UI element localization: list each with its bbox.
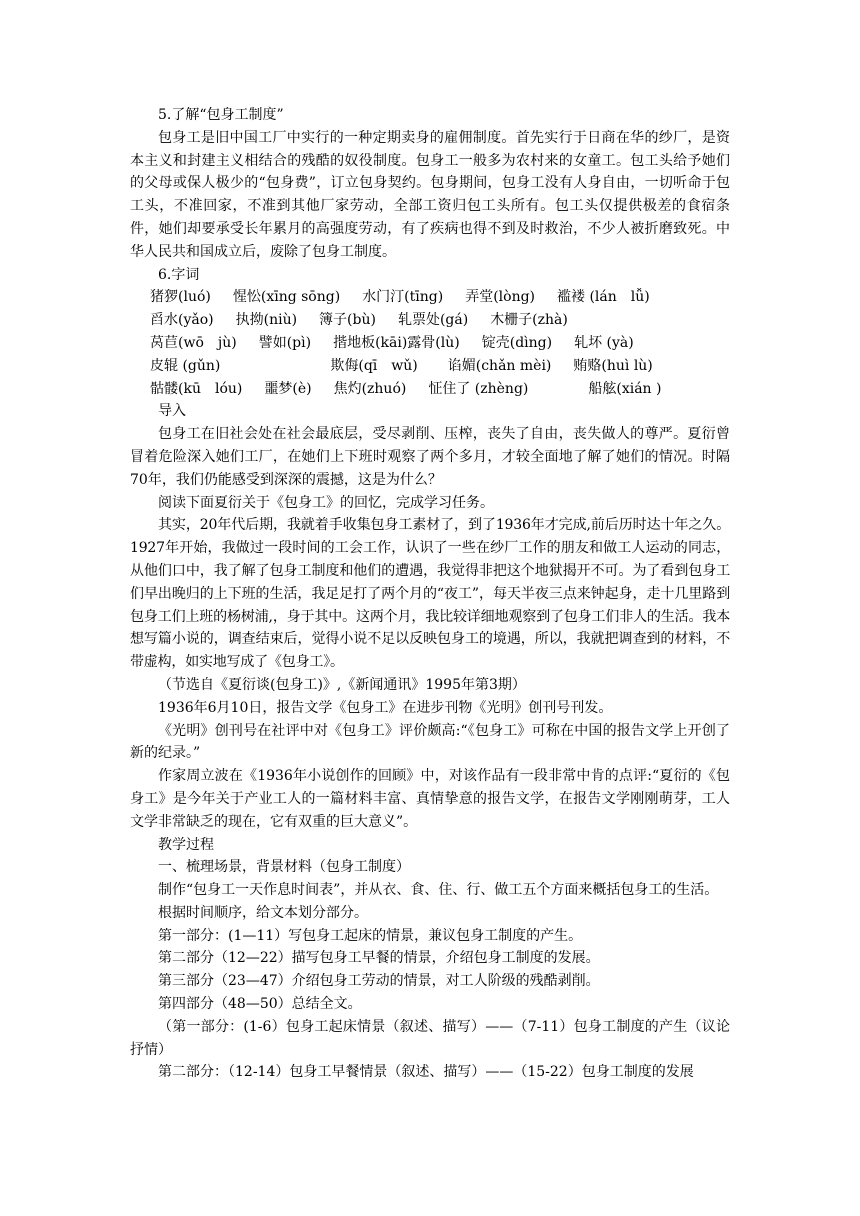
- vocab-item: 弄堂(lòng): [465, 289, 536, 306]
- vocab-item: 揩地板(kāi)露骨(lù): [333, 334, 460, 351]
- reading-instruction: 阅读下面夏衍关于《包身工》的回忆，完成学习任务。: [158, 494, 494, 511]
- part-two-detail: 第二部分：（12-14）包身工早餐情景（叙述、描写）——（15-22）包身工制度的发展: [158, 1064, 694, 1081]
- vocab-item: 水门汀(tīng): [362, 289, 444, 306]
- vocab-item: 猪猡(luó): [150, 289, 211, 306]
- document-body: [130, 104, 730, 1084]
- vocab-item: 锭壳(dìng): [481, 334, 553, 351]
- vocab-item: 惺忪(xīng sōng): [232, 289, 341, 306]
- excerpt-source: （节选自《夏衍谈(包身工)》,《新闻通讯》1995年第3期）: [158, 676, 526, 693]
- vocab-item: 譬如(pì): [258, 334, 312, 351]
- vocab-item: 焦灼(zhuó): [333, 380, 407, 397]
- vocab-row: [130, 309, 730, 332]
- vocab-row: [130, 286, 730, 309]
- vocab-item: 木栅子(zhà): [490, 312, 568, 329]
- vocab-item: 轧坏 (yà): [574, 334, 634, 351]
- part-one-detail: （第一部分：(1-6）包身工起床情景（叙述、描写）——（7-11）包身工制度的产生（议论抒情）: [130, 1018, 730, 1058]
- vocab-item: 噩梦(è): [264, 380, 312, 397]
- part-four: 第四部分（48—50）总结全文。: [158, 996, 362, 1013]
- vocab-item: 贿赂(huì lù): [573, 357, 653, 374]
- part-one: 第一部分：(1—11）写包身工起床的情景，兼议包身工制度的产生。: [158, 927, 583, 944]
- vocab-item: 莴苣(wō jù): [150, 334, 237, 351]
- vocab-item: 簿子(bù): [319, 312, 376, 329]
- intro-heading: 导入: [158, 403, 186, 420]
- publication-note: 1936年6月10日，报告文学《包身工》在进步刊物《光明》创刊号刊发。: [158, 699, 613, 716]
- guangming-review: 《光明》创刊号在社评中对《包身工》评价颇高:“《包身工》可称在中国的报告文学上开创了新的纪录。”: [130, 722, 730, 762]
- vocab-item: 舀水(yǎo): [150, 312, 214, 329]
- vocab-item: 怔住了 (zhèng): [428, 380, 529, 397]
- vocab-item: 执拗(niù): [235, 312, 298, 329]
- vocab-item: 褴褛 (lán lǚ): [557, 289, 650, 306]
- divide-instruction: 根据时间顺序，给文本划分部分。: [158, 904, 368, 921]
- vocab-item: 欺侮(qī wǔ): [330, 357, 418, 374]
- zhou-libo-review: 作家周立波在《1936年小说创作的回顾》中，对该作品有一段非常中肯的点评:“夏衍的《包身工》是今年关于产业工人的一篇材料丰富、真情挚意的报告文学，在报告文学刚刚萌芽，工人文学非常缺乏的现在，它有双重的巨大意义”。: [130, 768, 730, 830]
- vocab-item: 谄媚(chǎn mèi): [447, 357, 552, 374]
- vocab-row: [130, 332, 730, 355]
- vocab-item: 骷髅(kū lóu): [150, 380, 243, 397]
- vocab-item: 皮辊 (gǔn): [150, 357, 221, 374]
- step-one-heading: 一、梳理场景，背景材料（包身工制度）: [158, 859, 410, 876]
- vocab-item: 轧票处(gá): [397, 312, 469, 329]
- section-5-heading: 5.了解“包身工制度”: [158, 107, 284, 123]
- baoshengong-system-paragraph: 包身工是旧中国工厂中实行的一种定期卖身的雇佣制度。首先实行于日商在华的纱厂，是资本主义和封建主义相结合的残酷的奴役制度。包身工一般多为农村来的女童工。包工头给予她们的父母或保人极少的“包身费”，订立包身契约。包身期间，包身工没有人身自由，一切听命于包工头，不准回家，不准到其他厂家劳动，全部工资归包工头所有。包工头仅提供极差的食宿条件，她们却要承受长年累月的高强度劳动，有了疾病也得不到及时救治，不少人被折磨致死。中华人民共和国成立后，废除了包身工制度。: [130, 129, 730, 260]
- section-6-heading: 6.字词: [158, 266, 200, 283]
- vocab-row: [130, 378, 730, 401]
- part-three: 第三部分（23—47）介绍包身工劳动的情景，对工人阶级的残酷剥削。: [158, 973, 600, 990]
- part-two: 第二部分（12—22）描写包身工早餐的情景，介绍包身工制度的发展。: [158, 950, 600, 967]
- vocab-item: 船舷(xián ): [588, 380, 662, 397]
- timetable-task: 制作“包身工一天作息时间表”，并从衣、食、住、行、做工五个方面来概括包身工的生活。: [158, 882, 719, 899]
- xia-yan-recollection: 其实，20年代后期，我就着手收集包身工素材了，到了1936年才完成,前后历时达十年之久。1927年开始，我做过一段时间的工会工作，认识了一些在纱厂工作的朋友和做工人运动的同志，从他们口中，我了解了包身工制度和他们的遭遇，我觉得非把这个地狱揭开不可。为了看到包身工们早出晚归的上下班的生活，我足足打了两个月的“夜工”，每天半夜三点来钟起身，走十几里路到包身工们上班的杨树浦,，身于其中。这两个月，我比较详细地观察到了包身工们非人的生活。我本想写篇小说的，调查结束后，觉得小说不足以反映包身工的境遇，所以，我就把调查到的材料，不带虚构，如实地写成了《包身工》。: [130, 517, 730, 671]
- vocab-row: [130, 355, 730, 378]
- teaching-process-heading: 教学过程: [158, 836, 214, 853]
- vocabulary-list: [130, 286, 730, 400]
- intro-paragraph: 包身工在旧社会处在社会最底层，受尽剥削、压榨，丧失了自由，丧失做人的尊严。夏衍曾冒着危险深入她们工厂，在她们上下班时观察了两个多月，才较全面地了解了她们的情况。时隔70年，我们仍能感受到深深的震撼，这是为什么？: [130, 426, 730, 488]
